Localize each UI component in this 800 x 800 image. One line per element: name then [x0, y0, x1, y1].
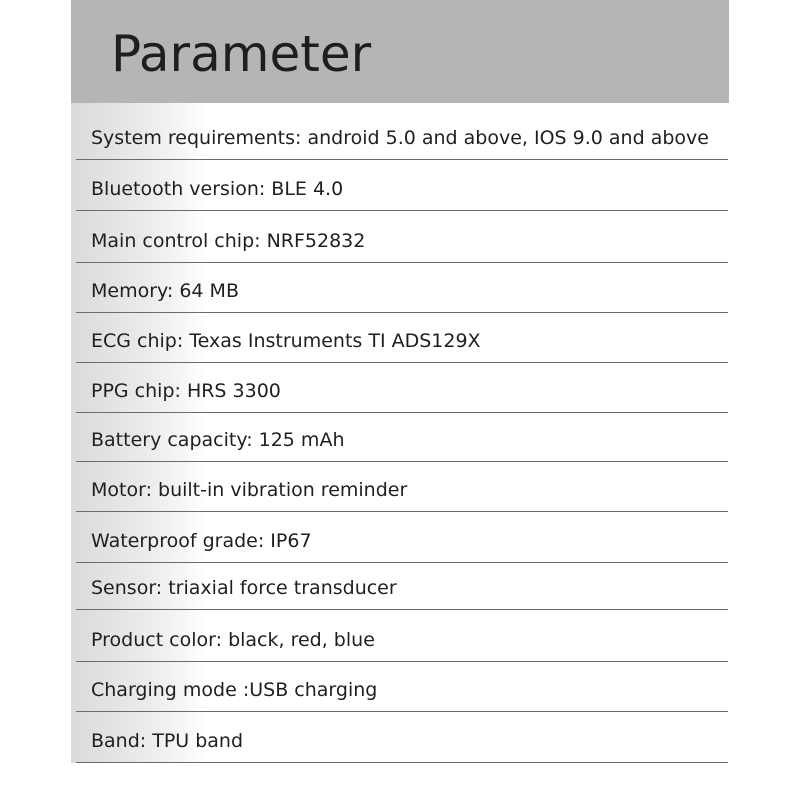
- spec-band: Band: TPU band: [91, 730, 244, 752]
- spec-row-band: [76, 712, 728, 763]
- spec-row-product-color: [76, 610, 728, 662]
- spec-waterproof-grade: Waterproof grade: IP67: [91, 530, 312, 552]
- header-banner: [71, 0, 729, 103]
- spec-row-charging-mode: [76, 662, 728, 712]
- spec-row-main-control-chip: [76, 211, 728, 263]
- spec-row-waterproof-grade: [76, 512, 728, 563]
- spec-sensor: Sensor: triaxial force transducer: [91, 577, 397, 599]
- page-title: Parameter: [111, 25, 372, 83]
- spec-main-control-chip: Main control chip: NRF52832: [91, 230, 366, 252]
- spec-system-requirements: System requirements: android 5.0 and above, IOS 9.0 and above: [91, 127, 709, 149]
- spec-battery-capacity: Battery capacity: 125 mAh: [91, 429, 345, 451]
- spec-bluetooth-version: Bluetooth version: BLE 4.0: [91, 178, 344, 200]
- spec-ecg-chip: ECG chip: Texas Instruments TI ADS129X: [91, 330, 481, 352]
- spec-row-bluetooth-version: [76, 160, 728, 211]
- spec-row-sensor: [76, 563, 728, 610]
- spec-motor: Motor: built-in vibration reminder: [91, 479, 408, 501]
- spec-row-system-requirements: [76, 103, 728, 160]
- spec-row-ecg-chip: [76, 313, 728, 363]
- spec-table: [71, 103, 729, 763]
- spec-product-color: Product color: black, red, blue: [91, 629, 375, 651]
- spec-charging-mode: Charging mode :USB charging: [91, 679, 378, 701]
- spec-row-ppg-chip: [76, 363, 728, 413]
- spec-row-motor: [76, 462, 728, 512]
- spec-memory: Memory: 64 MB: [91, 280, 239, 302]
- spec-ppg-chip: PPG chip: HRS 3300: [91, 380, 281, 402]
- spec-row-memory: [76, 263, 728, 313]
- spec-row-battery-capacity: [76, 413, 728, 462]
